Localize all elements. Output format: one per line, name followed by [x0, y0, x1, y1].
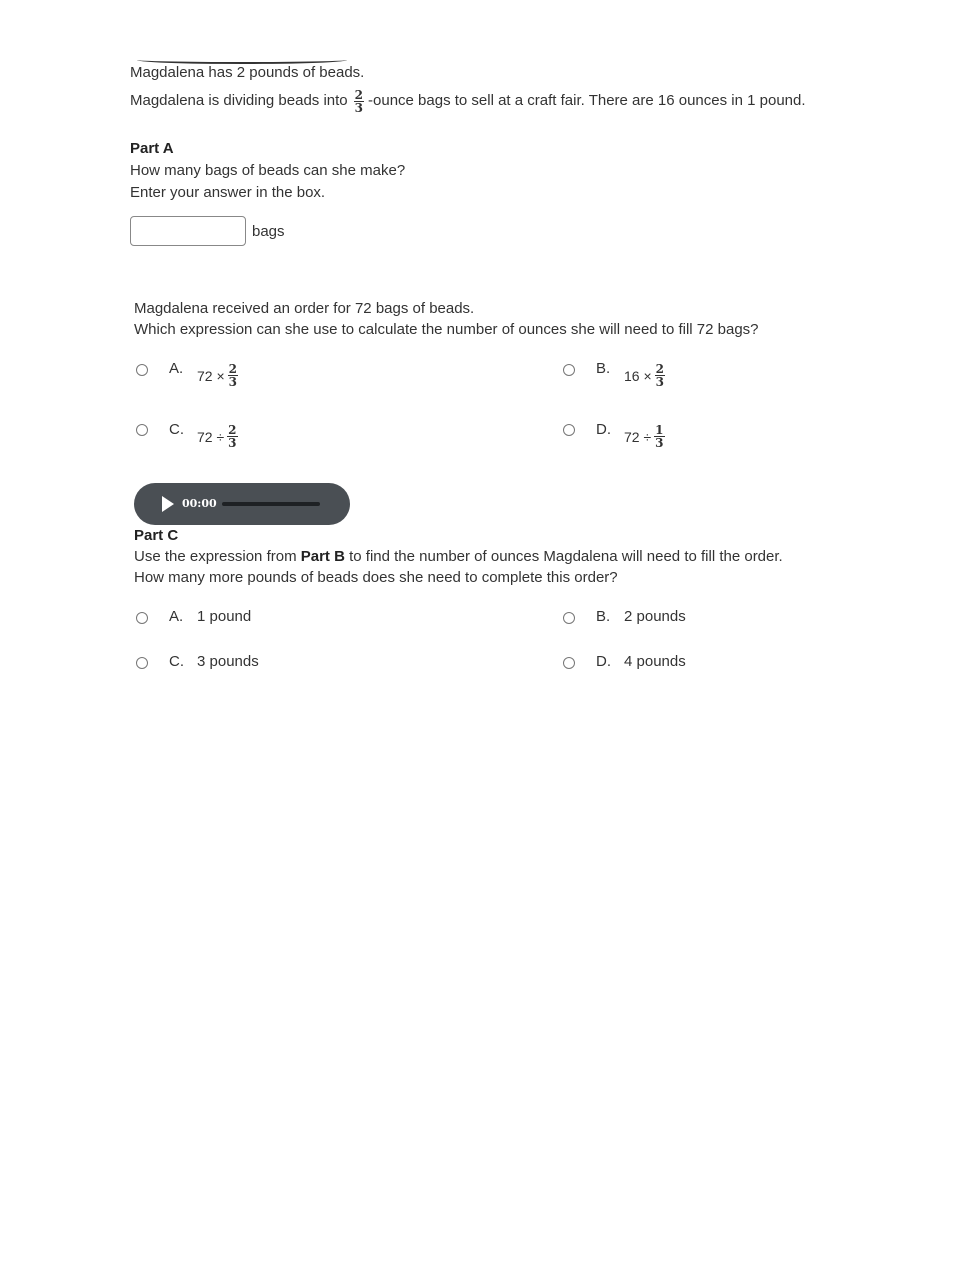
- part-c-option-a[interactable]: [134, 607, 434, 629]
- option-text: 1 pound: [197, 608, 252, 625]
- option-text: 4 pounds: [624, 653, 686, 670]
- option-fraction: [227, 424, 237, 449]
- fraction-numerator: 2: [228, 423, 237, 437]
- fraction-denominator: 3: [228, 436, 237, 450]
- bags-unit-label: bags: [252, 223, 285, 240]
- option-letter: B.: [596, 360, 611, 377]
- part-c-line-1: [134, 547, 783, 567]
- option-expression: [197, 424, 241, 449]
- option-letter: D.: [596, 653, 611, 670]
- part-b-option-d[interactable]: [561, 418, 861, 458]
- fraction-numerator: 1: [655, 423, 664, 437]
- audio-player: [134, 483, 350, 525]
- part-a-heading: Part A: [130, 140, 174, 157]
- radio-button[interactable]: [563, 424, 575, 436]
- expression-text: 72 ÷: [624, 428, 652, 445]
- part-c-heading: Part C: [134, 527, 179, 544]
- part-a-question: How many bags of beads can she make?: [130, 162, 406, 179]
- radio-button[interactable]: [136, 657, 148, 669]
- option-letter: D.: [596, 421, 611, 438]
- option-fraction: [655, 363, 665, 388]
- intro-line-2-end: -ounce bags to sell at a craft fair. There are 16 ounces in 1 pound.: [368, 92, 806, 109]
- option-text: 3 pounds: [197, 653, 259, 670]
- part-c-line-1-start: Use the expression from: [134, 548, 301, 565]
- fraction-denominator: 3: [655, 436, 664, 450]
- intro-line-1: Magdalena has 2 pounds of beads.: [130, 64, 365, 81]
- part-b-option-c[interactable]: [134, 418, 434, 458]
- expression-text: 72 ×: [197, 367, 225, 384]
- part-c-option-b[interactable]: [561, 607, 861, 629]
- option-letter: C.: [169, 421, 184, 438]
- intro-line-2: [130, 86, 806, 116]
- fraction-denominator: 3: [354, 100, 364, 115]
- option-text: 2 pounds: [624, 608, 686, 625]
- fraction-denominator: 3: [228, 375, 237, 389]
- radio-button[interactable]: [563, 657, 575, 669]
- part-a-instruction: Enter your answer in the box.: [130, 184, 326, 201]
- option-fraction: [654, 424, 664, 449]
- fraction-two-thirds: [354, 89, 364, 114]
- bags-answer-input[interactable]: [130, 216, 246, 246]
- part-c-line-2: How many more pounds of beads does she need to complete this order?: [134, 569, 618, 586]
- radio-button[interactable]: [563, 364, 575, 376]
- radio-button[interactable]: [136, 612, 148, 624]
- option-letter: C.: [169, 653, 184, 670]
- part-c-line-1-end: to find the number of ounces Magdalena will need to fill the order.: [344, 548, 783, 565]
- option-letter: A.: [169, 608, 184, 625]
- part-b-reference: Part B: [300, 548, 345, 565]
- part-c-option-c[interactable]: [134, 652, 434, 674]
- option-expression: [197, 363, 241, 388]
- option-fraction: [228, 363, 238, 388]
- expression-text: 16 ×: [624, 367, 652, 384]
- option-expression: [624, 363, 668, 388]
- fraction-numerator: 2: [228, 362, 237, 376]
- option-letter: A.: [169, 360, 184, 377]
- option-letter: B.: [596, 608, 611, 625]
- radio-button[interactable]: [136, 364, 148, 376]
- expression-text: 72 ÷: [197, 428, 225, 445]
- fraction-denominator: 3: [655, 375, 664, 389]
- audio-time: 00:00: [182, 497, 217, 510]
- play-icon[interactable]: [162, 496, 174, 512]
- part-c-option-d[interactable]: [561, 652, 861, 674]
- part-b-option-b[interactable]: [561, 357, 861, 397]
- part-b-line-1: Magdalena received an order for 72 bags of beads.: [134, 300, 475, 317]
- radio-button[interactable]: [136, 424, 148, 436]
- fraction-numerator: 2: [655, 362, 664, 376]
- audio-progress-track[interactable]: [222, 502, 320, 506]
- part-b-line-2: Which expression can she use to calculate the number of ounces she will need to fill 72 bags?: [134, 321, 759, 338]
- intro-line-2-start: Magdalena is dividing beads into: [130, 92, 348, 109]
- part-b-option-a[interactable]: [134, 357, 434, 397]
- option-expression: [624, 424, 668, 449]
- fraction-numerator: 2: [354, 87, 364, 102]
- radio-button[interactable]: [563, 612, 575, 624]
